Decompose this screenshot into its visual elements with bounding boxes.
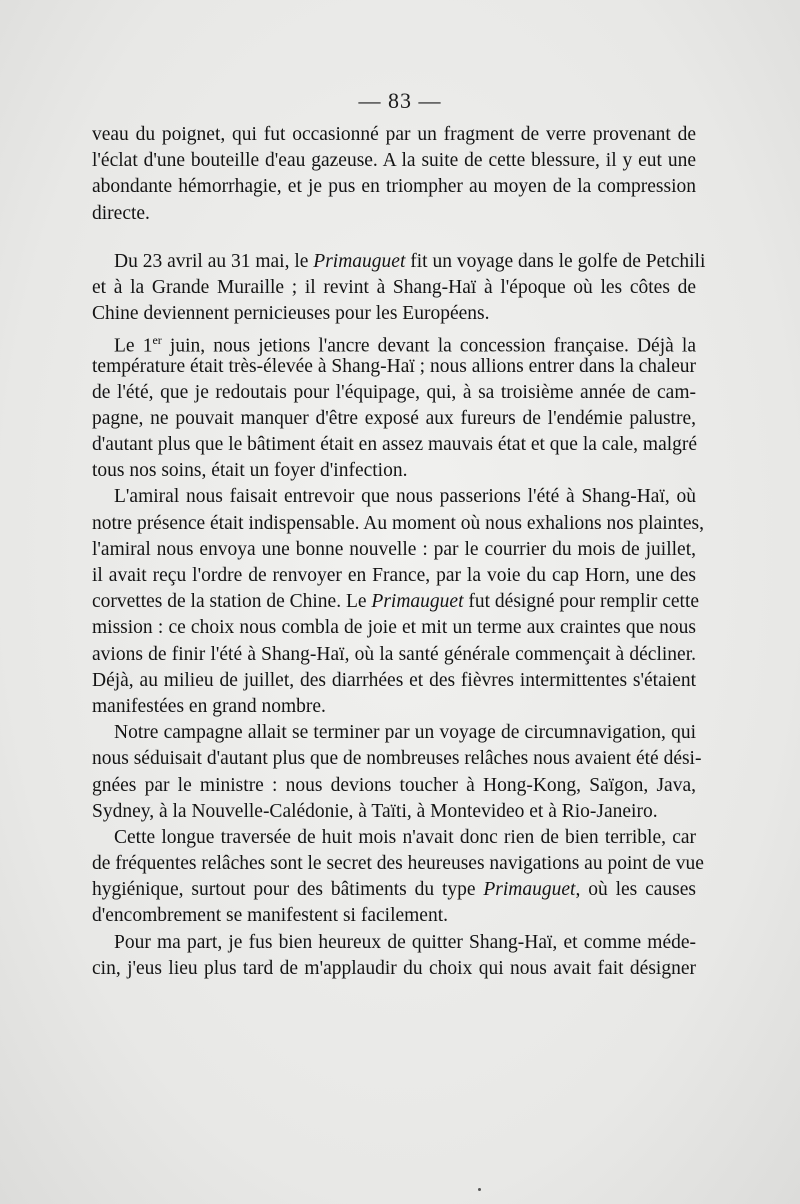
text-line: de fréquentes relâches sont le secret des heureuses navigations au point de vue <box>92 853 704 875</box>
text-line: cin, j'eus lieu plus tard de m'applaudir du choix qui nous avait fait désigner <box>92 957 696 979</box>
text-line: d'encombrement se manifestent si facilement. <box>92 905 449 927</box>
paragraph-1 <box>92 122 696 227</box>
text-line: manifestées en grand nombre. <box>92 695 326 717</box>
text-line: avions de finir l'été à Shang-Haï, où la santé générale commençait à décliner. <box>92 643 696 665</box>
text-line: veau du poignet, qui fut occasionné par un fragment de verre provenant de <box>92 124 696 145</box>
text-line: Pour ma part, je fus bien heureux de quitter Shang-Haï, et comme méde- <box>114 931 696 953</box>
text-line: hygiénique, surtout pour des bâtiments du type Primauguet, où les causes <box>92 879 696 901</box>
text-line: L'amiral nous faisait entrevoir que nous passerions l'été à Shang-Haï, où <box>114 486 696 508</box>
text-line: directe. <box>92 202 150 224</box>
text-line: Le 1er juin, nous jetions l'ancre devant la concession française. Déjà la <box>114 333 696 357</box>
text-line: notre présence était indispensable. Au moment où nous exhalions nos plaintes, <box>92 512 704 534</box>
text-line: de l'été, que je redoutais pour l'équipage, qui, à sa troisième année de cam- <box>92 381 696 403</box>
text-line: Chine deviennent pernicieuses pour les Européens. <box>92 303 490 325</box>
scan-speck <box>478 1188 481 1191</box>
text-line: Cette longue traversée de huit mois n'avait donc rien de bien terrible, car <box>114 826 696 848</box>
text-line: pagne, ne pouvait manquer d'être exposé aux fureurs de l'endémie palustre, <box>92 407 696 429</box>
text-line: corvettes de la station de Chine. Le Primauguet fut désigné pour remplir cette <box>92 591 700 613</box>
text-line: Déjà, au milieu de juillet, des diarrhées et des fièvres intermittentes s'étaient <box>92 669 696 691</box>
text-line: gnées par le ministre : nous devions toucher à Hong-Kong, Saïgon, Java, <box>92 774 696 796</box>
text-line: Du 23 avril au 31 mai, le Primauguet fit un voyage dans le golfe de Petchili <box>114 250 706 272</box>
text-line: il avait reçu l'ordre de renvoyer en France, par la voie du cap Horn, une des <box>92 565 696 586</box>
paragraph-7 <box>92 930 696 982</box>
paragraph-2 <box>92 249 706 328</box>
text-line: l'éclat d'une bouteille d'eau gazeuse. A la suite de cette blessure, il y eut une <box>92 150 696 172</box>
paragraph-3 <box>92 327 696 484</box>
text-line: d'autant plus que le bâtiment était en assez mauvais état et que la cale, malgré <box>92 434 698 456</box>
paragraph-4 <box>92 484 704 720</box>
paragraph-5 <box>92 720 702 825</box>
text-line: mission : ce choix nous combla de joie et mit un terme aux craintes que nous <box>92 617 696 639</box>
paragraph-6 <box>92 825 704 930</box>
text-line: tous nos soins, était un foyer d'infection. <box>92 460 408 482</box>
text-line: et à la Grande Muraille ; il revint à Shang-Haï à l'époque où les côtes de <box>92 276 696 298</box>
text-line: nous séduisait d'autant plus que de nombreuses relâches nous avaient été dési- <box>92 748 702 770</box>
text-line: Notre campagne allait se terminer par un voyage de circumnavigation, qui <box>114 722 696 744</box>
text-line: l'amiral nous envoya une bonne nouvelle : par le courrier du mois de juillet, <box>92 538 696 560</box>
text-line: Sydney, à la Nouvelle-Calédonie, à Taïti, à Montevideo et à Rio-Janeiro. <box>92 800 658 822</box>
body-text <box>92 122 706 982</box>
text-line: abondante hémorrhagie, et je pus en triompher au moyen de la compression <box>92 176 696 198</box>
page-number: — 83 — <box>358 88 442 113</box>
text-line: température était très-élevée à Shang-Haï ; nous allions entrer dans la chaleur <box>92 355 696 377</box>
